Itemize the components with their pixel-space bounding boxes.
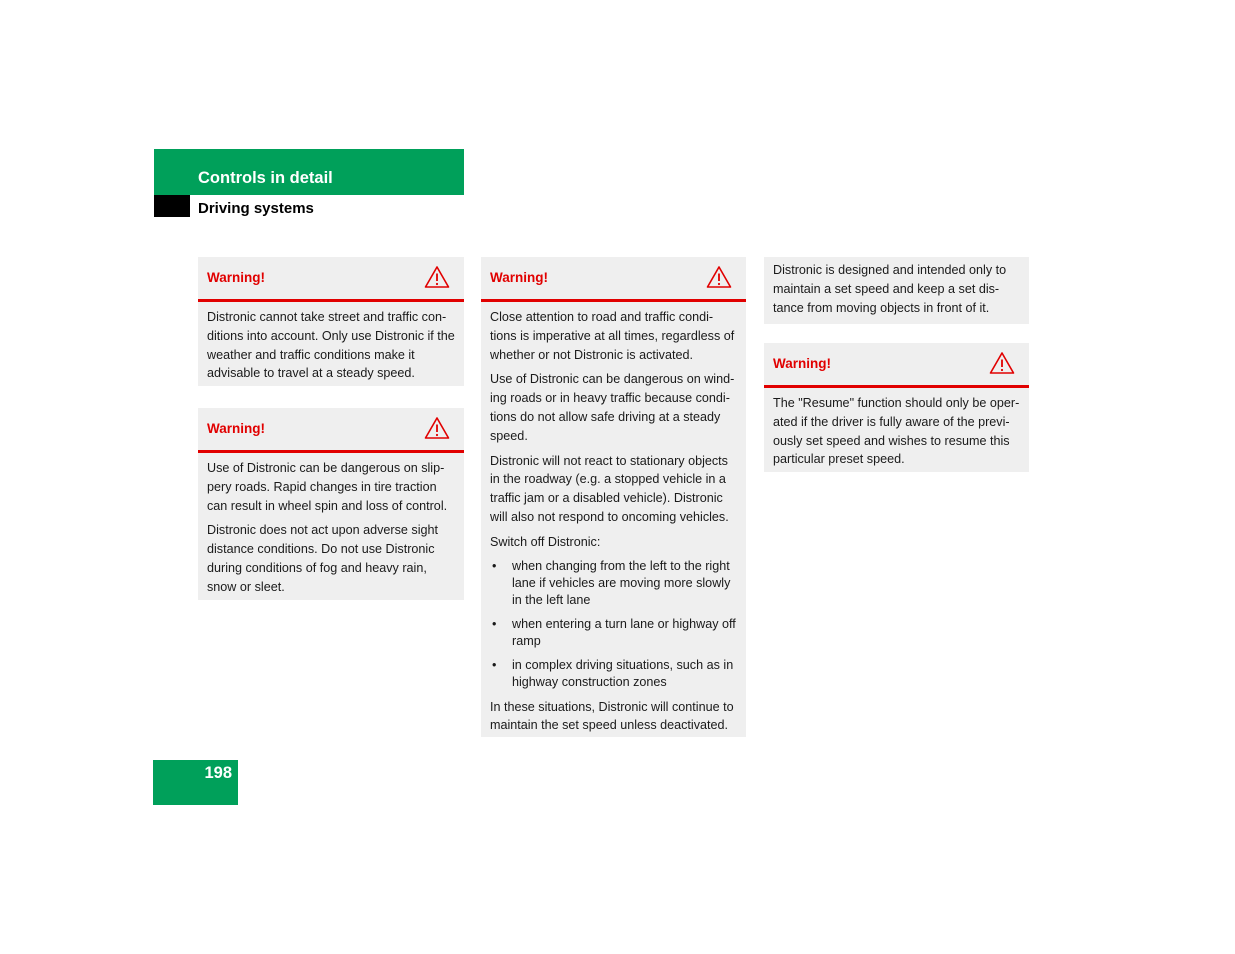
info-text: Distronic is designed and intended only to maintain a set speed and keep a set dis-tance from moving objects in front of it. bbox=[773, 263, 1007, 315]
info-box bbox=[764, 257, 1029, 324]
warning-triangle-icon bbox=[424, 416, 450, 440]
warning-header bbox=[198, 257, 464, 302]
warning-label: Warning! bbox=[207, 421, 265, 436]
warning-text: Close attention to road and traffic condi-tions is imperative at all times, regardless of whether or not Distronic is activated. bbox=[490, 310, 735, 362]
list-item: • when entering a turn lane or highway off ramp bbox=[490, 616, 737, 650]
warning-label: Warning! bbox=[490, 270, 548, 285]
bullet-list bbox=[490, 558, 737, 691]
warning-text: The "Resume" function should only be oper-ated if the driver is fully aware of the previ-ously set speed and wishes to resume this particular preset speed. bbox=[773, 396, 1020, 467]
warning-text: Distronic will not react to stationary objects in the roadway (e.g. a stopped vehicle in a traffic jam or a disabled vehicle). Distronic will also not respond to oncoming vehicles. bbox=[490, 453, 729, 524]
warning-box-1 bbox=[198, 257, 464, 386]
subsection-marker bbox=[154, 195, 190, 217]
section-title: Controls in detail bbox=[198, 169, 333, 187]
warning-triangle-icon bbox=[424, 265, 450, 289]
subsection-title: Driving systems bbox=[198, 200, 314, 217]
list-item: • when changing from the left to the right lane if vehicles are moving more slowly in the left lane bbox=[490, 558, 737, 609]
warning-label: Warning! bbox=[207, 270, 265, 285]
page-number-badge bbox=[153, 760, 238, 805]
warning-header bbox=[481, 257, 746, 302]
warning-text: Distronic cannot take street and traffic con-ditions into account. Only use Distronic if the weather and traffic conditions make it advisable to travel at a steady speed. bbox=[207, 310, 455, 381]
warning-text: Distronic does not act upon adverse sight distance conditions. Do not use Distronic during conditions of fog and heavy rain, snow or sleet. bbox=[207, 523, 439, 594]
warning-text: In these situations, Distronic will continue to maintain the set speed unless deactivated. bbox=[490, 699, 734, 733]
warning-text: Use of Distronic can be dangerous on wind-ing roads or in heavy traffic because condi-tions do not allow safe driving at a steady speed. bbox=[490, 372, 735, 443]
warning-box-2 bbox=[198, 408, 464, 600]
warning-text: Switch off Distronic: bbox=[490, 534, 601, 549]
warning-box-3 bbox=[481, 257, 746, 737]
warning-header bbox=[198, 408, 464, 453]
page-number: 198 bbox=[204, 764, 232, 782]
warning-triangle-icon bbox=[989, 351, 1015, 375]
warning-header bbox=[764, 343, 1029, 388]
warning-triangle-icon bbox=[706, 265, 732, 289]
warning-box-4 bbox=[764, 343, 1029, 472]
warning-label: Warning! bbox=[773, 356, 831, 371]
warning-text: Use of Distronic can be dangerous on slip-pery roads. Rapid changes in tire traction can result in wheel spin and loss of control. bbox=[207, 461, 448, 513]
list-item: • in complex driving situations, such as in highway construction zones bbox=[490, 657, 737, 691]
